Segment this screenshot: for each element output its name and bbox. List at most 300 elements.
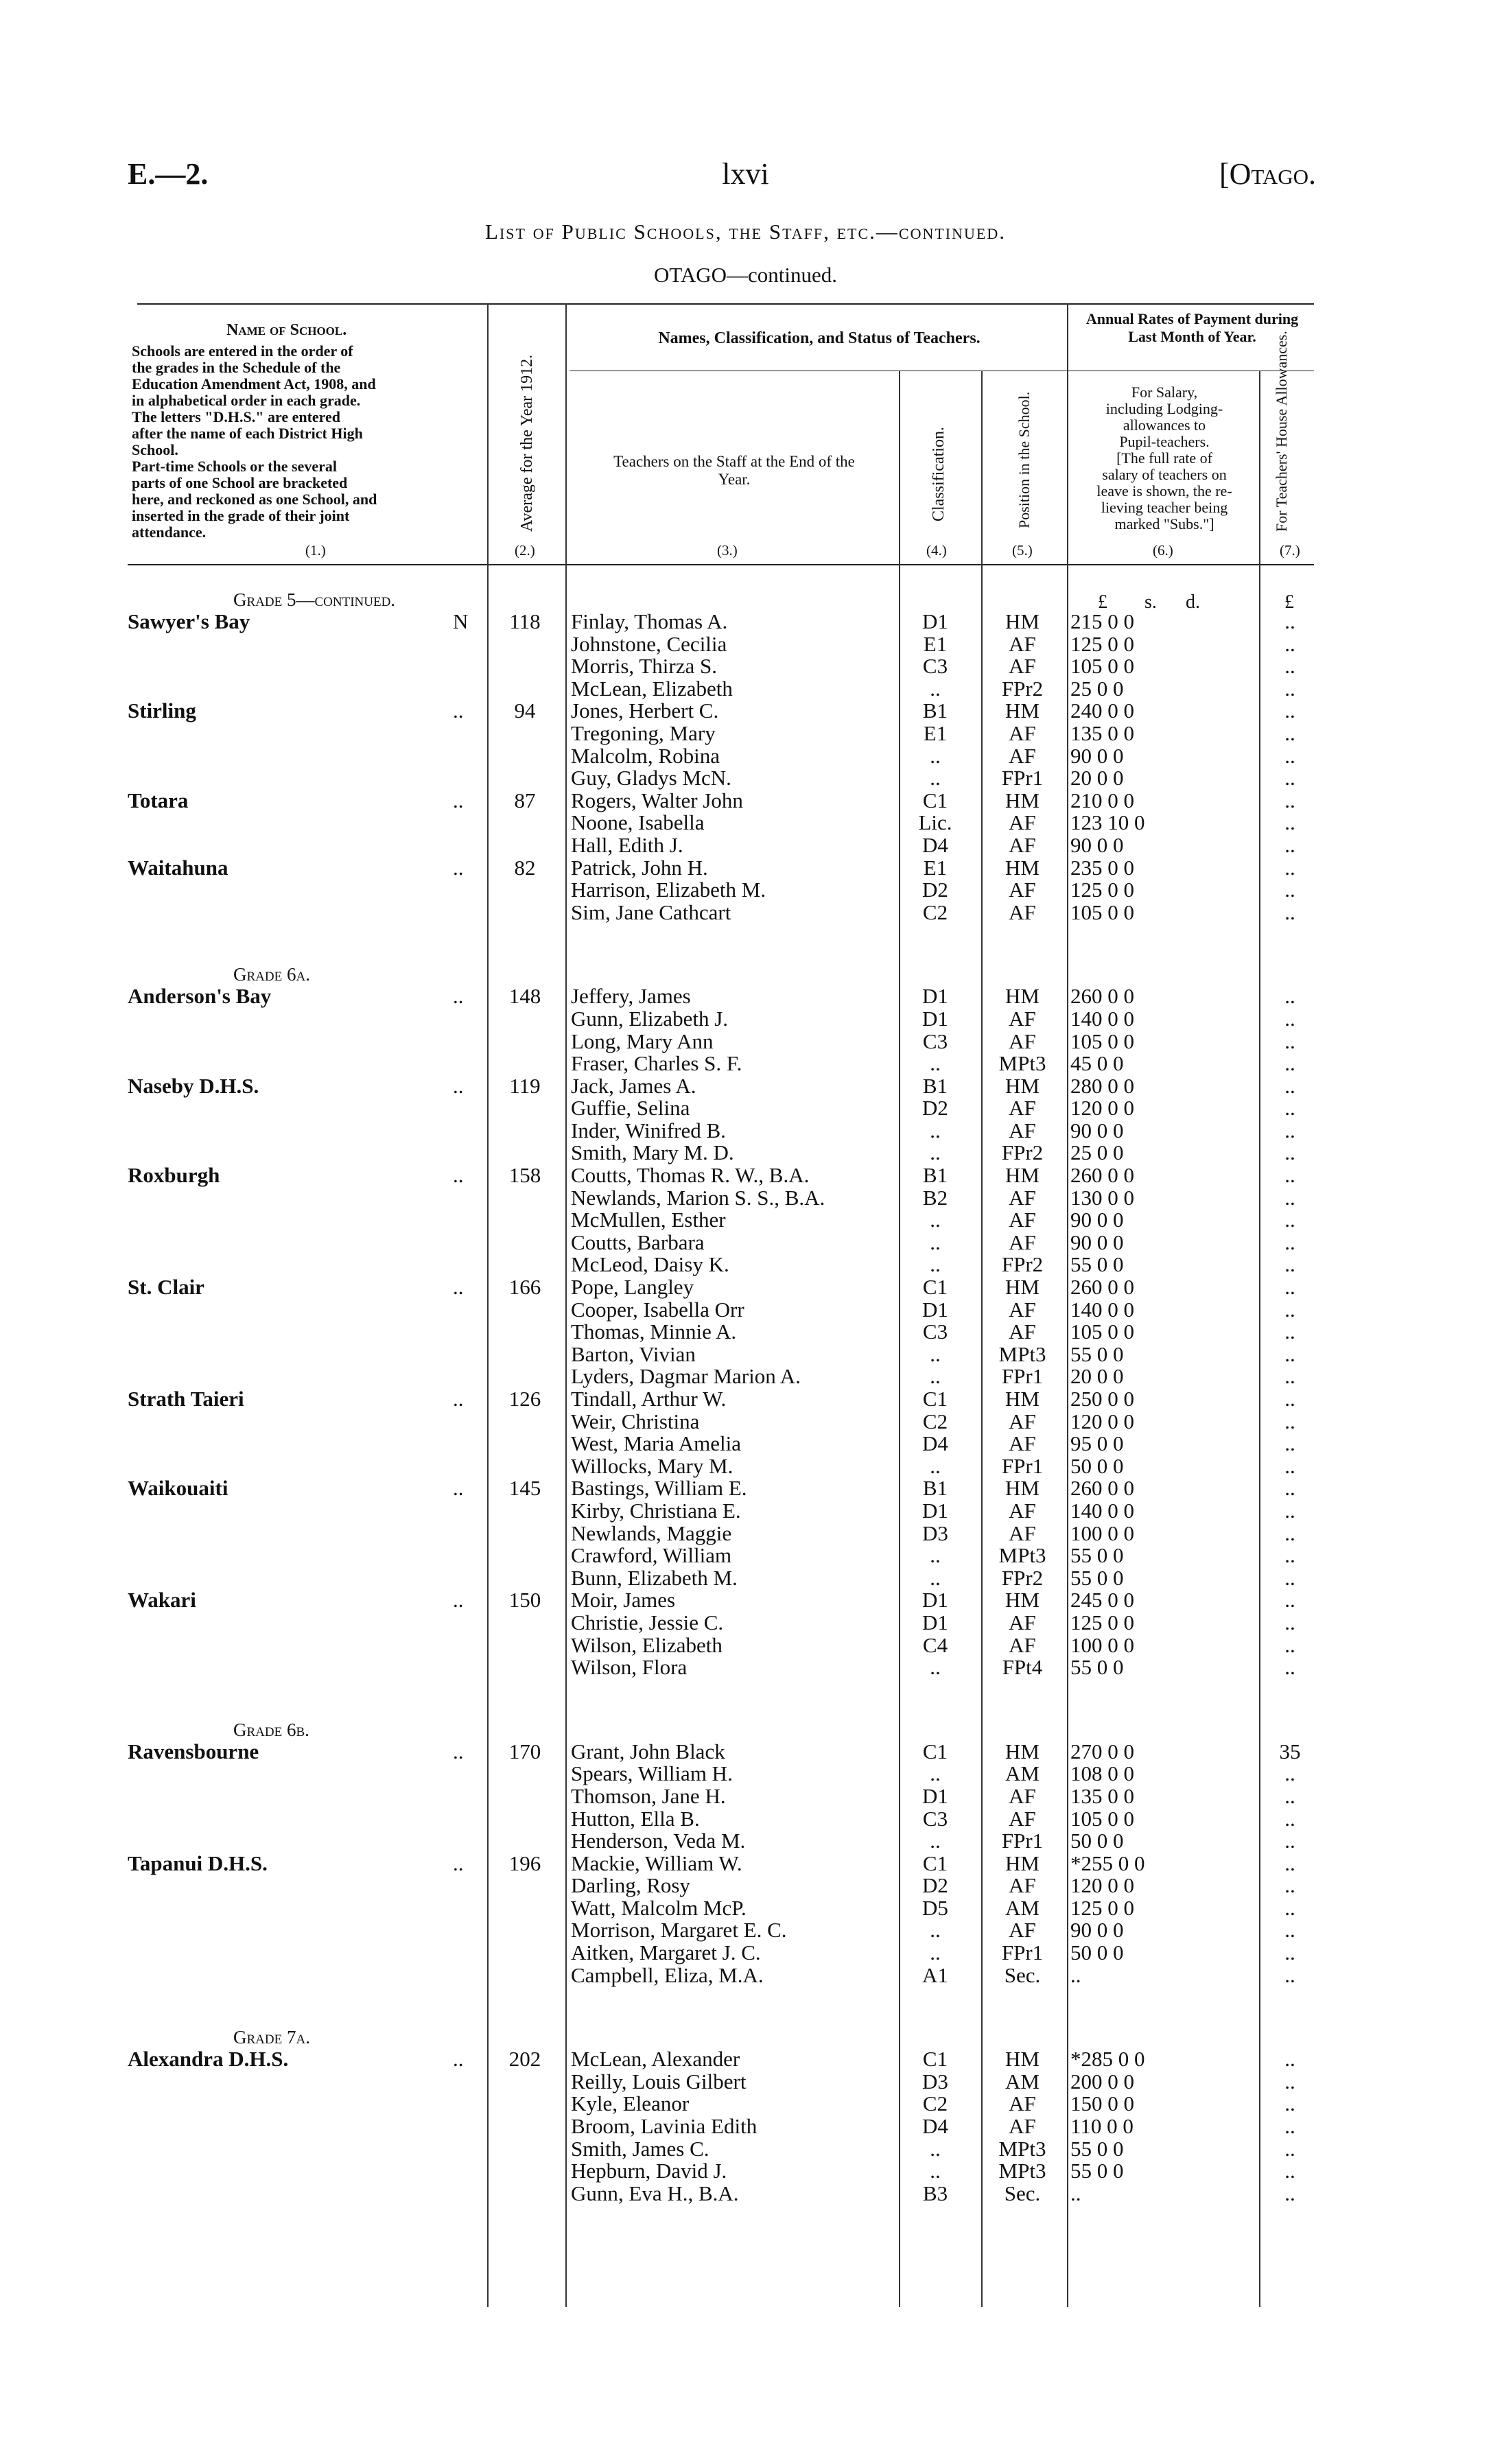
teacher-row	[0, 1031, 1491, 1053]
teacher-row	[0, 1477, 1491, 1500]
position-column-title: Position in the School.	[1015, 391, 1033, 528]
teacher-row	[0, 1763, 1491, 1785]
position-value: HM	[1005, 855, 1040, 880]
classification-value: D4	[922, 2114, 948, 2139]
position-value: AM	[1005, 1761, 1040, 1786]
teacher-name: Jack, James A.	[571, 1073, 696, 1098]
salary-amount: 20 0 0	[1070, 1364, 1124, 1389]
house-allowance-value: ..	[1284, 1761, 1295, 1786]
salary-amount: 50 0 0	[1070, 1453, 1124, 1478]
classification-value: ..	[930, 1252, 941, 1277]
teacher-row	[0, 1341, 1491, 1366]
house-allowance-value: ..	[1284, 1096, 1295, 1120]
allowance-pound-sign: £	[1284, 591, 1294, 613]
house-allowance-value: ..	[1284, 1783, 1295, 1808]
teachers-column-title: Teachers on the Staff at the End of the Year.	[613, 453, 855, 488]
teacher-name: Hutton, Ella B.	[571, 1806, 700, 1831]
salary-amount: 120 0 0	[1070, 1873, 1134, 1898]
salary-note-line: For Salary,	[1131, 384, 1198, 401]
salary-amount: 125 0 0	[1070, 1610, 1134, 1634]
house-allowance-value: ..	[1284, 1453, 1295, 1478]
position-value: MPt3	[998, 1051, 1046, 1076]
teacher-row	[0, 1142, 1491, 1164]
teacher-name: Bunn, Elizabeth M.	[571, 1565, 738, 1590]
teacher-row	[0, 857, 1491, 880]
teacher-row	[0, 2138, 1491, 2161]
position-value: HM	[1005, 1275, 1040, 1300]
teacher-row	[0, 1942, 1491, 1964]
average-attendance: 118	[509, 609, 541, 633]
salary-note-line: lieving teacher being	[1101, 499, 1228, 516]
teacher-row	[0, 1365, 1491, 1388]
position-value: AF	[1009, 2091, 1036, 2116]
house-allowance-value: ..	[1284, 1498, 1295, 1523]
position-value: AF	[1009, 720, 1036, 745]
classification-value: B1	[922, 1163, 948, 1188]
classification-value: ..	[930, 1364, 941, 1389]
school-name: Ravensbourne	[128, 1739, 259, 1763]
position-value: FPr1	[1001, 1940, 1044, 1965]
part-time-marker: ..	[453, 2047, 464, 2072]
classification-value: C2	[922, 1409, 948, 1433]
house-allowance-value: ..	[1284, 1521, 1295, 1545]
house-allowance-value: ..	[1284, 832, 1295, 857]
house-allowance-value: ..	[1284, 1829, 1295, 1853]
part-time-marker: ..	[453, 1739, 464, 1763]
classification-value: ..	[930, 1829, 941, 1853]
teacher-name: Malcolm, Robina	[571, 743, 720, 768]
classification-value: C3	[922, 654, 948, 679]
house-allowance-value: ..	[1284, 1895, 1295, 1920]
average-attendance: 148	[508, 984, 541, 1009]
teacher-name: Sim, Jane Cathcart	[571, 900, 731, 924]
teacher-row	[0, 1567, 1491, 1590]
house-allowance-value: ..	[1284, 1275, 1295, 1300]
document-title: List of Public Schools, the Staff, etc.—continued.	[485, 220, 1006, 244]
house-allowance-value: ..	[1284, 900, 1295, 924]
teacher-name: Jeffery, James	[571, 984, 691, 1009]
pence-label: d.	[1186, 591, 1200, 613]
teacher-row	[0, 812, 1491, 834]
classification-value: D2	[922, 1096, 948, 1120]
position-value: AF	[1009, 1319, 1036, 1344]
note-line: Education Amendment Act, 1908, and	[132, 375, 376, 392]
position-value: FPr1	[1001, 1453, 1044, 1478]
header-top-rule	[137, 303, 1314, 305]
classification-value: ..	[930, 743, 941, 768]
school-name: Sawyer's Bay	[128, 609, 250, 633]
house-allowance-value: ..	[1284, 1185, 1295, 1210]
classification-value: ..	[930, 1051, 941, 1076]
teacher-row	[0, 2093, 1491, 2115]
part-time-marker: ..	[453, 1073, 464, 1098]
salary-amount: 55 0 0	[1070, 1565, 1124, 1590]
classification-value: D1	[922, 1498, 948, 1523]
salary-note-line: salary of teachers on	[1102, 466, 1227, 483]
salary-note-line: [The full rate of	[1116, 449, 1212, 467]
position-value: AF	[1009, 810, 1036, 835]
house-allowance-value: ..	[1284, 1319, 1295, 1344]
teacher-row	[0, 985, 1491, 1008]
classification-value: ..	[930, 1761, 941, 1786]
classification-value: ..	[930, 1543, 941, 1568]
classification-value: C1	[922, 1387, 948, 1411]
house-allowance-value: ..	[1284, 855, 1295, 880]
teacher-name: Henderson, Veda M.	[571, 1829, 746, 1853]
teacher-row	[0, 1897, 1491, 1920]
classification-value: B1	[922, 699, 948, 723]
position-value: HM	[1005, 788, 1040, 812]
teacher-name: Gunn, Elizabeth J.	[571, 1006, 729, 1031]
house-allowance-value: ..	[1284, 1543, 1295, 1568]
teacher-name: Cooper, Isabella Orr	[571, 1297, 744, 1322]
teacher-name: Kirby, Christiana E.	[571, 1498, 741, 1523]
classification-value: A1	[922, 1962, 948, 1987]
position-value: Sec.	[1004, 2181, 1041, 2205]
position-value: MPt3	[998, 2136, 1046, 2161]
school-name: Wakari	[128, 1588, 196, 1612]
position-value: AF	[1009, 832, 1036, 857]
average-attendance: 202	[508, 2047, 541, 2072]
house-allowance-value: ..	[1284, 1565, 1295, 1590]
classification-value: D1	[922, 1297, 948, 1322]
position-value: HM	[1005, 1073, 1040, 1098]
teacher-name: Broom, Lavinia Edith	[571, 2114, 758, 2139]
school-name: Totara	[128, 788, 189, 812]
salary-amount: 20 0 0	[1070, 766, 1124, 790]
position-value: FPr2	[1001, 1252, 1044, 1277]
salary-amount: 270 0 0	[1070, 1739, 1134, 1763]
salary-amount: 55 0 0	[1070, 1543, 1124, 1568]
salary-amount: 120 0 0	[1070, 1096, 1134, 1120]
salary-amount: 25 0 0	[1070, 1140, 1124, 1165]
house-allowance-value: ..	[1284, 1208, 1295, 1232]
teacher-row	[0, 745, 1491, 768]
classification-value: D1	[922, 609, 948, 633]
position-value: AF	[1009, 1208, 1036, 1232]
position-value: AF	[1009, 1498, 1036, 1523]
house-allowance-value: ..	[1284, 1918, 1295, 1943]
teacher-name: McLeod, Daisy K.	[571, 1252, 729, 1277]
teacher-name: Thomson, Jane H.	[571, 1783, 726, 1808]
salary-amount: 240 0 0	[1070, 699, 1134, 723]
school-name: Waikouaiti	[128, 1476, 228, 1501]
salary-amount: 130 0 0	[1070, 1185, 1134, 1210]
house-allowance-value: ..	[1284, 1341, 1295, 1366]
classification-value: D3	[922, 1521, 948, 1545]
house-allowance-value: ..	[1284, 1006, 1295, 1031]
house-allowance-value: ..	[1284, 2069, 1295, 2093]
teacher-row	[0, 1164, 1491, 1187]
salary-amount: 100 0 0	[1070, 1521, 1134, 1545]
teacher-name: Patrick, John H.	[571, 855, 708, 880]
salary-amount: 95 0 0	[1070, 1431, 1124, 1456]
teacher-name: Grant, John Black	[571, 1739, 725, 1763]
house-allowance-value: ..	[1284, 766, 1295, 790]
position-value: FPr1	[1001, 766, 1044, 790]
teacher-row	[0, 1388, 1491, 1411]
classification-value: D1	[922, 1783, 948, 1808]
salary-amount: *255 0 0	[1070, 1851, 1145, 1875]
position-value: AF	[1009, 1297, 1036, 1322]
teacher-row	[0, 1075, 1491, 1098]
teacher-name: Newlands, Marion S. S., B.A.	[571, 1185, 825, 1210]
classification-value: D5	[922, 1895, 948, 1920]
classification-value: C2	[922, 900, 948, 924]
salary-note-line: allowances to	[1123, 416, 1206, 434]
document-subtitle: OTAGO—continued.	[654, 263, 837, 287]
salary-amount: ..	[1070, 1962, 1081, 1987]
page-code: E.—2.	[128, 157, 209, 191]
teacher-name: Lyders, Dagmar Marion A.	[571, 1364, 801, 1389]
salary-amount: 125 0 0	[1070, 1895, 1134, 1920]
grade-block	[0, 963, 1491, 1678]
teacher-name: Aitken, Margaret J. C.	[571, 1940, 761, 1965]
house-allowance-value: ..	[1284, 878, 1295, 902]
teacher-row	[0, 1612, 1491, 1634]
region-tag: [Otago.	[1219, 157, 1316, 191]
teacher-name: Morrison, Margaret E. C.	[571, 1918, 787, 1943]
classification-value: C1	[922, 1851, 948, 1875]
position-value: FPr2	[1001, 1140, 1044, 1165]
position-value: AF	[1009, 743, 1036, 768]
classification-value: ..	[930, 1453, 941, 1478]
position-value: AF	[1009, 1918, 1036, 1943]
house-allowance-value: ..	[1284, 1588, 1295, 1612]
teacher-name: Coutts, Barbara	[571, 1230, 705, 1254]
salary-amount: 210 0 0	[1070, 788, 1134, 812]
average-attendance: 87	[514, 788, 536, 812]
part-time-marker: ..	[453, 699, 464, 723]
part-time-marker: ..	[453, 1851, 464, 1875]
average-column-title: Average for the Year 1912.	[518, 354, 536, 532]
teacher-row	[0, 2183, 1491, 2205]
classification-value: ..	[930, 1918, 941, 1943]
note-line: Part-time Schools or the several	[132, 458, 337, 475]
teacher-name: Campbell, Eliza, M.A.	[571, 1962, 764, 1987]
house-allowance-value: ..	[1284, 1851, 1295, 1875]
teacher-name: Moir, James	[571, 1588, 676, 1612]
salary-amount: 125 0 0	[1070, 878, 1134, 902]
salary-amount: 105 0 0	[1070, 654, 1134, 679]
col-number-7: (7.)	[1280, 542, 1300, 559]
teacher-name: Rogers, Walter John	[571, 788, 743, 812]
house-allowance-value: ..	[1284, 1632, 1295, 1657]
salary-amount: 90 0 0	[1070, 1118, 1124, 1142]
part-time-marker: ..	[453, 855, 464, 880]
salary-amount: 90 0 0	[1070, 832, 1124, 857]
teacher-row	[0, 2115, 1491, 2138]
teacher-name: Watt, Malcolm McP.	[571, 1895, 747, 1920]
teacher-name: McMullen, Esther	[571, 1208, 726, 1232]
classification-value: D1	[922, 984, 948, 1009]
teacher-row	[0, 720, 1491, 745]
salary-amount: 55 0 0	[1070, 2136, 1124, 2161]
classification-value: B3	[922, 2181, 948, 2205]
position-value: FPr1	[1001, 1364, 1044, 1389]
house-allowance-value: ..	[1284, 2114, 1295, 2139]
teacher-name: McLean, Elizabeth	[571, 676, 733, 701]
teacher-name: Bastings, William E.	[571, 1476, 747, 1501]
salary-amount: 25 0 0	[1070, 676, 1124, 701]
house-allowance-value: ..	[1284, 1940, 1295, 1965]
salary-amount: 123 10 0	[1070, 810, 1145, 835]
teacher-name: Fraser, Charles S. F.	[571, 1051, 742, 1076]
classification-value: ..	[930, 1341, 941, 1366]
teacher-row	[0, 655, 1491, 678]
salary-note-line: including Lodging-	[1105, 400, 1223, 417]
house-allowance-value: ..	[1284, 654, 1295, 679]
teacher-row	[0, 1741, 1491, 1763]
house-allowance-value: ..	[1284, 720, 1295, 745]
classification-value: ..	[930, 1118, 941, 1142]
salary-amount: 280 0 0	[1070, 1073, 1134, 1098]
position-value: HM	[1005, 1851, 1040, 1875]
position-value: FPr2	[1001, 1565, 1044, 1590]
classification-value: ..	[930, 1565, 941, 1590]
house-allowance-value: ..	[1284, 1297, 1295, 1322]
position-value: HM	[1005, 2047, 1040, 2072]
house-allowance-value: ..	[1284, 1610, 1295, 1634]
salary-amount: 135 0 0	[1070, 720, 1134, 745]
position-value: Sec.	[1004, 1962, 1041, 1987]
house-allowance-value: ..	[1284, 810, 1295, 835]
average-attendance: 82	[514, 855, 536, 880]
house-allowance-value: ..	[1284, 2047, 1295, 2072]
salary-amount: 140 0 0	[1070, 1006, 1134, 1031]
house-allowance-value: 35	[1279, 1739, 1301, 1763]
teacher-row	[0, 1053, 1491, 1075]
position-value: MPt3	[998, 2159, 1046, 2183]
position-value: HM	[1005, 1739, 1040, 1763]
salary-amount: 200 0 0	[1070, 2069, 1134, 2093]
classification-value: C3	[922, 1319, 948, 1344]
house-allowance-value: ..	[1284, 1140, 1295, 1165]
teacher-row	[0, 1808, 1491, 1831]
note-line: after the name of each District High	[132, 425, 363, 442]
house-allowance-value: ..	[1284, 1163, 1295, 1188]
teacher-name: Guffie, Selina	[571, 1096, 690, 1120]
teacher-name: Harrison, Elizabeth M.	[571, 878, 766, 902]
teacher-name: Hepburn, David J.	[571, 2159, 727, 2183]
classification-value: E1	[923, 855, 948, 880]
position-value: AF	[1009, 1185, 1036, 1210]
teacher-name: Hall, Edith J.	[571, 832, 683, 857]
school-name: Anderson's Bay	[128, 984, 272, 1009]
teacher-name: Jones, Herbert C.	[571, 699, 719, 723]
note-line: inserted in the grade of their joint	[132, 507, 350, 524]
house-allowance-value: ..	[1284, 743, 1295, 768]
teacher-name: Johnstone, Cecilia	[571, 631, 727, 656]
part-time-marker: ..	[453, 1588, 464, 1612]
average-attendance: 158	[508, 1163, 541, 1188]
salary-amount: 250 0 0	[1070, 1387, 1134, 1411]
teacher-row	[0, 1276, 1491, 1299]
classification-value: ..	[930, 676, 941, 701]
salary-amount: 105 0 0	[1070, 1806, 1134, 1831]
classification-value: C3	[922, 1029, 948, 1053]
grade-heading: Grade 7a.	[233, 2027, 310, 2048]
teacher-row	[0, 1232, 1491, 1254]
classification-value: B2	[922, 1185, 948, 1210]
classification-value: Lic.	[918, 810, 952, 835]
part-time-marker: ..	[453, 1275, 464, 1300]
classification-value: D3	[922, 2069, 948, 2093]
position-value: AF	[1009, 1096, 1036, 1120]
classification-value: C2	[922, 2091, 948, 2116]
average-attendance: 170	[508, 1739, 541, 1763]
school-column-title: Name of School.	[226, 321, 347, 339]
part-time-marker: ..	[453, 788, 464, 812]
position-value: HM	[1005, 699, 1040, 723]
salary-amount: 50 0 0	[1070, 1940, 1124, 1965]
position-value: FPr1	[1001, 1829, 1044, 1853]
teacher-name: Christie, Jessie C.	[571, 1610, 724, 1634]
salary-amount: 260 0 0	[1070, 1476, 1134, 1501]
part-time-marker: N	[453, 609, 469, 633]
classification-value: ..	[930, 1230, 941, 1254]
teacher-name: Morris, Thirza S.	[571, 654, 717, 679]
position-value: AM	[1005, 2069, 1040, 2093]
salary-amount: 260 0 0	[1070, 984, 1134, 1009]
teacher-row	[0, 633, 1491, 656]
salary-amount: 215 0 0	[1070, 609, 1134, 633]
teacher-name: Thomas, Minnie A.	[571, 1319, 737, 1344]
note-line: in alphabetical order in each grade.	[132, 392, 361, 409]
salary-amount: 235 0 0	[1070, 855, 1134, 880]
col-number-1: (1.)	[305, 542, 326, 559]
teacher-row	[0, 1875, 1491, 1897]
position-value: AF	[1009, 1029, 1036, 1053]
average-attendance: 119	[509, 1073, 541, 1098]
teacher-row	[0, 2160, 1491, 2183]
school-name: Tapanui D.H.S.	[128, 1851, 268, 1875]
grade-block	[0, 1719, 1491, 1987]
classification-column-title: Classification.	[930, 427, 948, 521]
salary-amount: 45 0 0	[1070, 1051, 1124, 1076]
position-value: AF	[1009, 1806, 1036, 1831]
position-value: HM	[1005, 1387, 1040, 1411]
teacher-row	[0, 767, 1491, 790]
teacher-name: Wilson, Elizabeth	[571, 1632, 723, 1657]
grade-heading: Grade 5—continued.	[233, 589, 396, 610]
teacher-row	[0, 1455, 1491, 1478]
position-value: AF	[1009, 1783, 1036, 1808]
teacher-name: Spears, William H.	[571, 1761, 733, 1786]
teacher-name: McLean, Alexander	[571, 2047, 740, 2072]
salary-amount: 245 0 0	[1070, 1588, 1134, 1612]
average-attendance: 145	[508, 1476, 541, 1501]
classification-value: B1	[922, 1476, 948, 1501]
shillings-label: s.	[1144, 591, 1157, 613]
col-number-4: (4.)	[926, 542, 947, 559]
house-allowance-value: ..	[1284, 631, 1295, 656]
salary-amount: 105 0 0	[1070, 900, 1134, 924]
salary-amount: 90 0 0	[1070, 743, 1124, 768]
school-column-note	[132, 343, 483, 541]
teacher-name: Pope, Langley	[571, 1275, 694, 1300]
position-value: AF	[1009, 654, 1036, 679]
salary-note-line: Pupil-teachers.	[1119, 433, 1210, 450]
teacher-row	[0, 1411, 1491, 1433]
house-allowance-value: ..	[1284, 1962, 1295, 1987]
salary-amount: 55 0 0	[1070, 1341, 1124, 1366]
salary-amount: 90 0 0	[1070, 1918, 1124, 1943]
teacher-row	[0, 790, 1491, 812]
classification-value: D2	[922, 1873, 948, 1898]
school-name: Alexandra D.H.S.	[128, 2047, 289, 2072]
salary-amount: 55 0 0	[1070, 2159, 1124, 2183]
